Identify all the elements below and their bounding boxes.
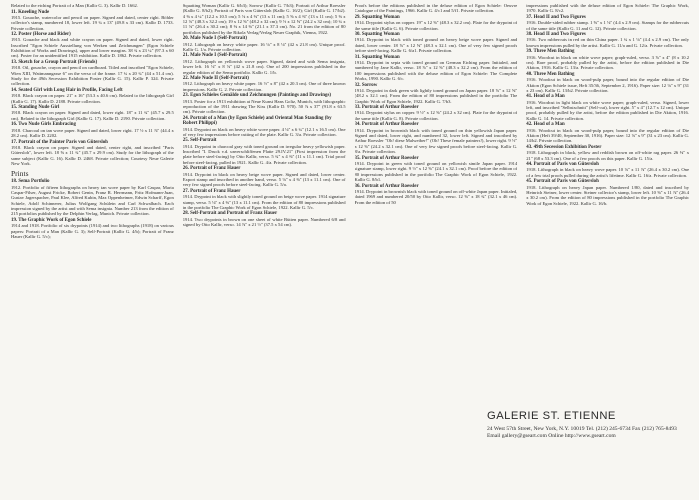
catalogue-entry: [526, 122, 689, 143]
catalogue-entry: [11, 105, 174, 121]
column-3: [355, 3, 518, 411]
gallery-contact: Email gallery@gseart.com Online http://www.gseart.com: [487, 433, 616, 440]
entry-description: 1912. Portfolio of fifteen lithographs on heavy tan wove paper by Karl Caspar, Maria Caspar-Filser, August Fricke, Robert Genin, Franz R. Herrmann, Fritz Hofmann-Juan, Gustav Jagerspacher, Paul Klee, Alfred Kubin, Max Oppenheimer, Edwin Scharff, Egon Schiele, Adolf Schinnerer, Julius Wolfgang Schülein and Carl Schwalbach. Each impression signed by the artist and with Sema insignia. Number 213 from the edition of 215 portfolios published by the Delphin Verlag, Munich. Private collection.: [11, 184, 174, 217]
entry-title: 17. Portrait of the Painter Paris von Gütersloh: [11, 139, 108, 145]
entry-description: 1914. Drypoint on black on heavy white wove paper. 4 ⅛" x 6 ¾" (12.1 x 16.5 cm). One of very few impressions before cutting of the plate. Kallir G. 3/a. Private collection.: [182, 126, 346, 137]
catalogue-entry: [11, 88, 174, 104]
gallery-address: 24 West 57th Street, New York, N.Y. 10019 Tel. (212) 245-6734 Fax (212) 765-8493: [487, 426, 677, 432]
entry-description: 1913. Poster for a 1913 exhibition at Neue Kunst Hans Goltz, Munich, with lithographic reproduction of the 1911 drawing The Kiss (Kallir D. 970). 50 ⅞ x 37" (91.8 x 63.5 cm). Private collection.: [182, 98, 346, 115]
entry-description: 1914 and 1918. Portfolio of six drypoints (1914) and two lithographs (1918) on various papers: Portrait of a Man (Kallir G. 3); Self-Portrait (Kallir G. 4/b); Portrait of Franz Hauer (Kallir G. 5/c);: [11, 223, 174, 239]
catalogue-entry: [355, 15, 518, 31]
entry-title: 30. Squatting Woman: [354, 32, 400, 38]
entry-title: 44. Portrait of Paris von Gütersloh: [526, 162, 599, 168]
entry-title: 31. Squatting Woman: [354, 54, 400, 60]
catalogue-entry: [526, 162, 689, 178]
entry-title: 42. Head of a Man: [526, 122, 565, 128]
entry-description: 1914. Drypoint in brownish black with toned ground on thin yellowish Japan paper. Signed and dated, lower right, and numbered 32, lower left. Signed and inscribed by Arthur Roessler "Oh! diese Malweiber!" (Oh! These female painters!), lower right. 9 ½" x 12 ⅝" (24.2 x 32.1 cm). One of very few signed proofs before steel-facing. Kallir G. 8/a. Private collection.: [354, 127, 518, 155]
catalogue-entry: [183, 138, 346, 165]
entry-description: Squatting Woman (Kallir G. 6/b3); Sorrow (Kallir G. 7/b3); Portrait of Arthur Roessler (Kallir G. 8/b2); Portrait of Paris von Gütersloh (Kallir G. 16/2); Girl (Kallir G. 17/b2). 4 ⅜ x 4 ¼" (12.2 x 10.5 cm); 5 ⅛ x 4 ⅜" (13 x 11 cm); 5 ⅝ x 4 ⅜" (13 x 11 cm); 5 ⅜ x 12 ⅛" (48.3 x 32.2 cm); 19 x 12 ⅝" (48.2 x 32 cm); 9 ½ x 12 ⅝" (24.2 x 32 cm); 10 ¾ x 11 ⅛" (26.4 x 30.2 cm); 8 ⅜ x 14 ⅜" (21.1 x 37.3 cm). No. 21 from the edition of 80 portfolios published by the Rikola Verlag/Verlag Neuer Graphik, Vienna, 1922.: [182, 3, 346, 35]
catalogue-entry: [11, 32, 174, 59]
entry-title: 23. Egon Schieles Gemälde und Zeichnungen (Paintings and Drawings): [182, 93, 331, 99]
entry-description: Proofs before the editions published in the deluxe edition of Egon Schiele: Oeuvre Catalogue of the Paintings, 1966. Kallir G. 4/c1 and 5/f1. Private collection.: [354, 3, 518, 14]
catalogue-entry: [183, 116, 346, 137]
column-4: [526, 3, 689, 411]
entry-title: 28. Self-Portrait and Portrait of Franz Hauer: [182, 211, 278, 217]
catalogue-entry: [183, 53, 346, 74]
column-2: [183, 3, 346, 411]
entry-title: 21. Male Nude I (Self-Portrait): [182, 53, 247, 59]
entry-description: 1912. Lithograph on yellowish wove paper. Signed, dated and with Sema insignia, lower left. 16 ⅛" x 8 ⅛" (42 x 21.8 cm). One of 200 impressions published in the regular edition of the Sema portfolio. Kallir G. 1/b.: [182, 58, 346, 75]
entry-description: 1918. Lithograph on heavy Japan paper. Numbered 1/80, dated and inscribed by Heinrich Steiner, lower center. Steiner collector's stamp, lower left. 10 ⅝" x 11 ⅞" (26.4 x 30.2 cm). From the edition of 80 impressions published in the portfolio The Graphic Work of Egon Schiele, 1922. Kallir G. 16/b.: [526, 184, 689, 206]
entry-description: 1916. Woodcut in black on wood-pulp paper, bound into the regular edition of Die Aktion (Heft 39/40, September 30, 1916). Paper size: 12 ⅛" x 9" (31 x 23 cm). Kallir G. 14/b2. Private collection.: [526, 127, 689, 144]
catalogue-entry: [526, 32, 689, 48]
entry-description: 1918. Lithograph in black, yellow and reddish brown on off-white rag paper. 26 ⅜" x 21" (68 x 53.3 cm). One of a few proofs on this paper. Kallir G. 15/a.: [526, 150, 689, 161]
entry-title: 40. Three Men Bathing: [526, 71, 575, 77]
catalogue-entry: [355, 156, 518, 183]
entry-title: 14. Seated Girl with Long Hair in Profile, Facing Left: [11, 87, 123, 93]
entry-title: 32. Sorrow: [354, 82, 378, 88]
entry-title: 26. Portrait of Franz Hauer: [182, 166, 241, 172]
catalogue-entry: [526, 72, 689, 93]
entry-title: 15. Standing Nude Girl: [11, 105, 60, 111]
entry-title: 37. Head II and Two Figures: [526, 14, 586, 20]
entry-description: 1916. Woodcut in black on white wove paper; graph-ruled, verso. 3 ⅞" x 4" (8 x 10.2 cm). Rare proof, probably pulled by the artist, before the edition published in Die Aktion, 1916. Kallir G. 13/a. Private collection.: [526, 54, 689, 71]
continued-text: [183, 3, 346, 35]
entry-description: 1915. Gouache and black and white crayon on paper. Signed and dated, lower right. Inscribed "Egon Schiele Ausstellung von Werken und Zeichnungen" (Egon Schiele Exhibition of Works and Drawings), upper and lower margins. 38 ¾ x 23 ¼" (97.3 x 60 cm). Poster for an unidentified 1915 exhibition. Kallir D. 1862. Private collection.: [11, 37, 174, 59]
entry-description: 1918. Charcoal on tan wove paper. Signed and dated, lower right. 17 ½ x 11 ⅞" (44.4 x 28.2 cm). Kallir D. 2202.: [11, 127, 174, 139]
entry-description: 1914. Drypoint in sepia with toned ground on German Etching paper. Initialed, and numbered by Jane Kallir, verso. 18 ⅞" x 12 ⅝" (48.3 x 32.2 cm). From the edition of 100 impressions published with the deluxe edition of Egon Schiele: The Complete Works, 1990. Kallir G. 6/c.: [354, 60, 518, 82]
entry-title: 16. Two Nude Girls Embracing: [11, 122, 76, 128]
entry-description: 1914. Drypoint in dark green with lightly toned ground on Japan paper. 18 ⅞" x 12 ⅝" (48.2 x 32.1 cm). From the edition of 80 impressions published in the portfolio The Graphic Work of Egon Schiele, 1922. Kallir G. 7/b3.: [354, 87, 518, 104]
catalogue-entry: [11, 60, 174, 87]
entry-title: 45. Portrait of Paris von Gütersloh: [526, 179, 599, 185]
catalogue-entry: [526, 179, 689, 206]
entry-description: 1916. Woodcut in light black on white wove paper; graph-ruled, verso. Signed, lower left, and inscribed "Selbstschnitt" (Self-cut), lower right. 5" x 4" (12.7 x 12 cm). Unique proof, probably pulled by the artist, before the edition published in Die Aktion, 1916. Kallir G. 14. Private collection.: [526, 99, 689, 121]
entry-description: impressions published with the deluxe edition of Egon Schiele: The Graphic Work, 1970. Kallir G. 8/c2.: [526, 3, 689, 14]
catalogue-entry: [355, 122, 518, 154]
catalogue-entry: [355, 32, 518, 53]
continued-text: [11, 3, 174, 8]
entry-description: 1916. Woodcut in black on wood-pulp paper, bound into the regular edition of Die Aktion (Egon Schiele issue, Heft 35/36, September 2, 1916). Paper size: 12 ⅛" x 9" (31 x 23 cm). Kallir G. 13/b2. Private collection.: [526, 77, 689, 93]
entry-title: 38. Head II and Two Figures: [526, 32, 586, 38]
catalogue-entry: [355, 105, 518, 121]
catalogue-entry: [11, 10, 174, 31]
catalogue-entry: [183, 76, 346, 92]
entry-title: 12. Poster (Horse and Rider): [11, 32, 71, 38]
catalogue-entry: [526, 94, 689, 121]
entry-description: 1914. Drypoint in brownish black with toned ground on off-white Japan paper. Initialed, dated 1969 and numbered 20/50 by Otto Kallir, verso. 12 ⅝" x 18 ¾" (32.1 x 46 cm). From the edition of 50: [354, 188, 518, 205]
entry-description: 1914. Drypoint in black with slightly toned ground on beige wove paper. 1914 signature stamp, verso. 5 ⅛" x 4 ⅜" (13 x 11.1 cm). From the edition of 80 impressions published in the portfolio The Graphic Work of Egon Schiele, 1922. Kallir G. 5/c.: [182, 194, 346, 210]
entry-title: 25. Self-Portrait: [182, 138, 217, 144]
entry-title: 33. Portrait of Arthur Roessler: [354, 105, 419, 111]
catalogue-entry: [526, 49, 689, 70]
catalogue-entry: [183, 166, 346, 187]
catalogue-entry: [11, 218, 174, 239]
entry-description: 1914. Two drypoints in brown on one sheet of white Bütten paper. Numbered 6/8 and signed by Otto Kallir, verso. 14 ⅞" x 21 ½" (37.5 x 54 cm).: [182, 216, 346, 228]
catalogue-entry: [183, 36, 346, 52]
entry-description: 1914. Drypoint in green with toned ground on yellowish simile Japan paper. 1914 signature stamp, lower right. 9 ½" x 12 ⅝" (24.1 x 32.1 cm). Proof before the edition of 80 impressions published in the portfolio The Graphic Work of Egon Schiele, 1922. Kallir G. 8/b1.: [354, 160, 518, 182]
catalogue-entry: [526, 15, 689, 31]
catalogue-entry: [11, 140, 174, 167]
continued-text: [526, 3, 689, 14]
entry-description: 1914. Drypoint stylus on copper. 9 ½" x 12 ⅝" (24.2 x 32 cm). Plate for the drypoint of the same title (Kallir G. 8). Private collection.: [354, 110, 518, 121]
entry-title: 18. Sema Portfolio: [11, 179, 50, 185]
continued-text: [355, 3, 518, 14]
catalogue-entry: [11, 179, 174, 216]
gallery-name: GALERIE ST. ETIENNE: [487, 410, 616, 422]
catalogue-entry: [183, 189, 346, 210]
catalogue-entry: [183, 93, 346, 114]
entry-title: 34. Portrait of Arthur Roessler: [354, 122, 419, 128]
entry-description: 1916. Double-sided rubber stamp. 1 ⅝" x 1 ⅛" (4.4 x 2.9 cm). Stamps for the rubbercuts of the same title (Kallir G. 11 and G. 12). Private collection.: [526, 20, 689, 31]
catalogue-entry: [355, 184, 518, 205]
entry-title: 13. Sketch for a Group Portrait (Friends): [11, 60, 98, 65]
catalogue-entry: [11, 122, 174, 138]
entry-title: 43. 49th Secession Exhibition Poster: [526, 144, 602, 150]
entry-description: 1915. Gouache, watercolor and pencil on paper. Signed and dated, center right. Böhler collector's stamp, numbered 18, lower left. 19 ¾ x 13" (49.8 x 33 cm). Kallir D. 1733. Private collection.: [11, 14, 174, 31]
entry-description: 1918. Lithograph in black on heavy wove paper. 10 ⅛" x 11 ⅞" (26.4 x 30.2 cm). One of a few trial proofs pulled during the artist's lifetime. Kallir G. 16/a. Private collection.: [526, 167, 689, 178]
entry-description: 1914. Drypoint in charcoal gray with toned ground on irregular heavy yellowish paper. Inscribed "I. Druck v.d. unverschliffenen Platte 29.IV.21" (First impression from the plate before steel-facing) by Otto Kallir, verso. 5 ¾" x 4 ⅜" (11 x 11.1 cm). Trial proof before steel-facing, pulled in 1921. Kallir G. 4/a. Private collection.: [182, 143, 346, 165]
entry-description: 1914. Drypoint in black with toned ground on heavy beige wove paper. Signed and dated, lower center. 18 ⅞" x 12 ⅝" (48.3 x 32.1 cm). One of very few signed proofs before steel-facing. Kallir G. 6/a1. Private collection.: [354, 37, 518, 54]
entry-title: 22. Male Nude II (Self-Portrait): [182, 76, 249, 82]
entry-title: 27. Portrait of Franz Hauer: [182, 188, 241, 194]
entry-title: 19. The Graphic Work of Egon Schiele: [11, 217, 92, 223]
entry-description: 1912. Lithograph on heavy white paper. 16 ⅛" x 8 ⅛" (42 x 21.8 cm). Unique proof. Kallir G. 1/a. Private collection.: [182, 41, 346, 52]
entry-title: 20. Male Nude I (Self-Portrait): [182, 36, 247, 42]
entry-description: 1918. Black crayon on paper. Signed and dated, center right, and inscribed "Paris Gütersloh", lower left. 18 ⅝ x 11 ¾" (45.7 x 29.9 cm). Study for the lithograph of the same subject (Kallir G. 16). Kallir D. 2468. Private collection; Courtesy Neue Galerie New York.: [11, 144, 174, 166]
catalogue-entry: [355, 83, 518, 104]
catalogue-entry: [355, 55, 518, 82]
entry-description: 1914. Drypoint in black on heavy beige wove paper. Signed and dated, lower center. Export stamp and inscribed in another hand, verso. 5 ⅛" x 4 ⅜" (13 x 11.1 cm). One of very few signed proofs before steel-facing. Kallir G. 5/a.: [182, 171, 346, 188]
gallery-footer: [487, 410, 692, 440]
entry-title: 36. Portrait of Arthur Roessler: [354, 183, 419, 189]
entry-title: 24. Portrait of a Man (by Egon Schiele) and Oriental Man Standing (by Robert Philippi): [182, 115, 332, 127]
entry-title: 41. Head of a Man: [526, 94, 565, 100]
entry-description: 1918. Black crayon on paper. 21" x 16" (53.3 x 40.6 cm). Related to the lithograph Girl (Kallir G. 17). Kallir D. 2188. Private collection.: [11, 93, 174, 104]
catalogue-entry: [526, 145, 689, 161]
entry-title: 29. Squatting Woman: [354, 14, 400, 20]
section-heading: Prints: [11, 169, 29, 179]
entry-description: 1918. Oil, gouache, crayon and pencil on cardboard. Titled and inscribed "Egon Schiele, Wien XIII, Wattmanngasse 6" on the verso of the frame. 17 ¾ x 20 ¾" (44 x 51.4 cm). Study for the 49th Secession Exhibition Poster (Kallir G. 15). Kallir P. 324. Private collection.: [11, 65, 174, 87]
entry-description: 1916. Two rubbercuts in red on thin China paper. 1 ¾ x 1 ⅛" (4.4 x 2.9 cm). The only known impressions pulled by the artist. Kallir G. 11/a and G. 12/a. Private collection.: [526, 37, 689, 48]
checklist-columns: [11, 3, 689, 411]
entry-title: 35. Portrait of Arthur Roessler: [354, 155, 419, 161]
column-1: [11, 3, 174, 411]
entry-description: 1912. Lithograph on heavy white paper. 16 ½" x 8" (42 x 20.3 cm). One of three known impressions. Kallir G. 2. Private collection.: [182, 81, 346, 92]
entry-description: 1918. Black crayon on paper. Signed and dated, lower right. 18" x 11 ¾" (45.7 x 29.5 cm). Related to the lithograph Girl (Kallir G. 17). Kallir D. 2190. Private collection.: [11, 110, 174, 121]
entry-title: 11. Kneeling Nude: [11, 9, 50, 15]
entry-description: 1914. Drypoint stylus on copper. 19" x 12 ⅝" (48.3 x 32.2 cm). Plate for the drypoint of the same title (Kallir G. 6). Private collection.: [354, 20, 518, 31]
entry-description: Related to the etching Portrait of a Man (Kallir G. 3). Kallir D. 1662.: [11, 3, 138, 8]
entry-title: 39. Three Men Bathing: [526, 49, 575, 55]
catalogue-entry: [183, 211, 346, 227]
